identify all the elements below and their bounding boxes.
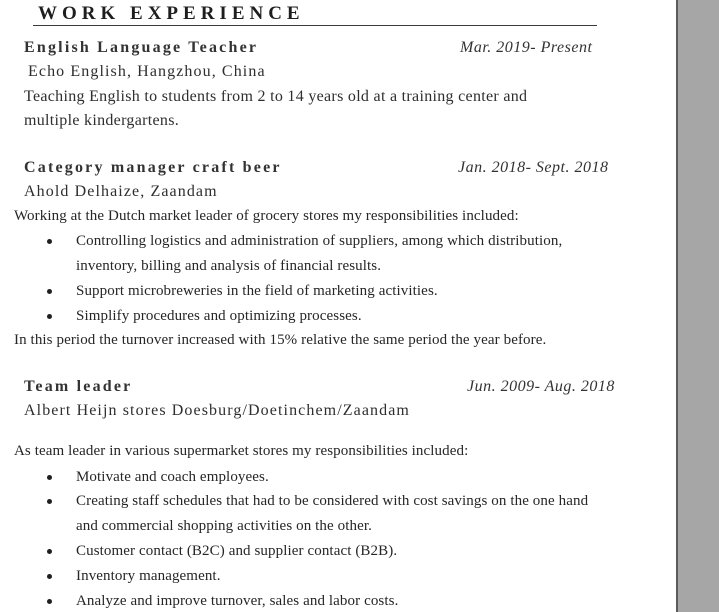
bullet-text: Creating staff schedules that had to be considered with cost savings on the one hand (76, 493, 589, 509)
bullet-text: Analyze and improve turnover, sales and labor costs. (76, 593, 399, 609)
bullet-text: Customer contact (B2C) and supplier contact (B2B). (76, 543, 398, 559)
bullet-item (0, 541, 676, 561)
job-dates: Jan. 2018- Sept. 2018 (458, 159, 609, 176)
bullet-item (0, 491, 676, 511)
bullet-icon (47, 599, 52, 604)
document-background-margin (678, 0, 719, 612)
bullet-text: Support microbreweries in the field of marketing activities. (76, 283, 438, 299)
bullet-icon (47, 499, 52, 504)
job-dates: Jun. 2009- Aug. 2018 (467, 378, 615, 395)
bullet-icon (47, 549, 52, 554)
bullet-item (0, 281, 676, 301)
job-title: Category manager craft beer (24, 159, 282, 176)
job-title: Team leader (24, 378, 133, 395)
bullet-item (0, 306, 676, 326)
job-title: English Language Teacher (24, 39, 259, 56)
bullet-icon (47, 314, 52, 319)
bullet-icon (47, 239, 52, 244)
bullet-text-continuation: inventory, billing and analysis of financial results. (76, 258, 382, 274)
bullet-text: Controlling logistics and administration of suppliers, among which distribution, (76, 233, 563, 249)
job-description-line: Teaching English to students from 2 to 14 years old at a training center and (24, 88, 528, 105)
section-underline (33, 25, 597, 26)
job-employer: Albert Heijn stores Doesburg/Doetinchem/Zaandam (24, 402, 410, 419)
bullet-icon (47, 289, 52, 294)
bullet-item (0, 467, 676, 487)
bullet-text-continuation: and commercial shopping activities on the other. (76, 518, 372, 534)
bullet-item (0, 231, 676, 251)
bullet-icon (47, 574, 52, 579)
job-intro: Working at the Dutch market leader of grocery stores my responsibilities included: (14, 208, 519, 224)
bullet-item (0, 566, 676, 586)
job-dates: Mar. 2019- Present (460, 39, 593, 56)
job-employer: Ahold Delhaize, Zaandam (24, 183, 218, 200)
bullet-text: Simplify procedures and optimizing processes. (76, 308, 362, 324)
job-description-line: multiple kindergartens. (24, 112, 180, 129)
bullet-text: Inventory management. (76, 568, 221, 584)
bullet-text: Motivate and coach employees. (76, 469, 269, 485)
job-employer: Echo English, Hangzhou, China (28, 63, 266, 80)
job-intro: As team leader in various supermarket stores my responsibilities included: (14, 443, 469, 459)
job-outro: In this period the turnover increased with 15% relative the same period the year before. (14, 332, 547, 348)
section-heading: WORK EXPERIENCE (38, 3, 305, 24)
bullet-item (0, 591, 676, 611)
bullet-icon (47, 475, 52, 480)
